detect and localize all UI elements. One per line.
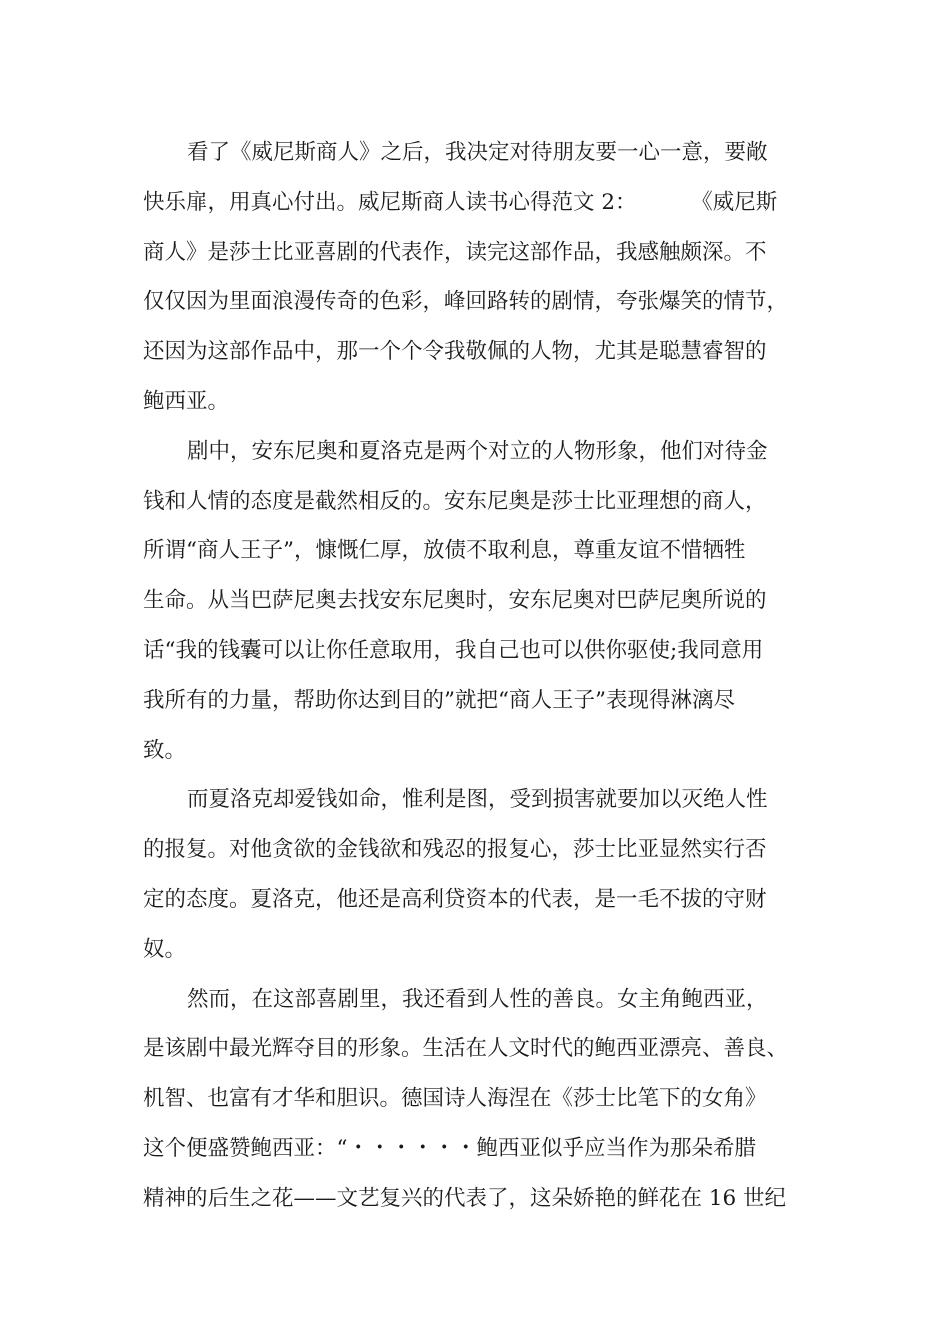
document-body (143, 128, 807, 1224)
text-line: 定的态度。夏洛克，他还是高利贷资本的代表，是一毛不拔的守财 (143, 886, 767, 912)
text-line: 是该剧中最光辉夺目的形象。生活在人文时代的鲍西亚漂亮、善良、 (143, 1036, 789, 1062)
text-line: 精神的后生之花——文艺复兴的代表了，这朵娇艳的鲜花在 16 世纪 (143, 1185, 787, 1211)
text-line: 还因为这部作品中，那一个个令我敬佩的人物，尤其是聪慧睿智的 (143, 339, 767, 365)
text-line: 所谓“商人王子”，慷慨仁厚，放债不取利息，尊重友谊不惜牺牲 (143, 538, 746, 564)
paragraph-3 (143, 775, 807, 974)
text-line: 这个便盛赞鲍西亚：“・・・・・・鲍西亚似乎应当作为那朵希腊 (143, 1135, 756, 1161)
paragraph-1 (143, 128, 807, 427)
text-line: 剧中，安东尼奥和夏洛克是两个对立的人物形象，他们对待金 (187, 438, 768, 464)
text-line: 快乐扉，用真心付出。威尼斯商人读书心得范文 2： 《威尼斯 (143, 189, 778, 215)
text-line: 话“我的钱囊可以让你任意取用，我自己也可以供你驱使;我同意用 (143, 637, 764, 663)
text-line: 然而，在这部喜剧里，我还看到人性的善良。女主角鲍西亚， (187, 986, 768, 1012)
text-line: 机智、也富有才华和胆识。德国诗人海涅在《莎士比笔下的女角》 (143, 1086, 767, 1112)
text-line: 我所有的力量，帮助你达到目的”就把“商人王子”表现得淋漓尽 (143, 687, 735, 713)
text-line: 看了《威尼斯商人》之后，我决定对待朋友要一心一意，要敞 (187, 140, 768, 165)
text-line: 而夏洛克却爱钱如命，惟利是图，受到损害就要加以灭绝人性 (187, 787, 768, 813)
text-line: 奴。 (143, 936, 187, 962)
paragraph-2 (143, 427, 807, 776)
text-line: 生命。从当巴萨尼奥去找安东尼奥时，安东尼奥对巴萨尼奥所说的 (143, 588, 767, 614)
paragraph-4 (143, 975, 807, 1224)
text-line: 商人》是莎士比亚喜剧的代表作，读完这部作品，我感触颇深。不 (143, 239, 767, 265)
text-line: 致。 (143, 737, 187, 763)
text-line: 钱和人情的态度是截然相反的。安东尼奥是莎士比亚理想的商人， (143, 488, 767, 514)
text-line: 仅仅因为里面浪漫传奇的色彩，峰回路转的剧情，夸张爆笑的情节， (143, 289, 789, 315)
text-line: 的报复。对他贪欲的金钱欲和残忍的报复心，莎士比亚显然实行否 (143, 837, 767, 863)
text-line: 鲍西亚。 (143, 388, 230, 414)
